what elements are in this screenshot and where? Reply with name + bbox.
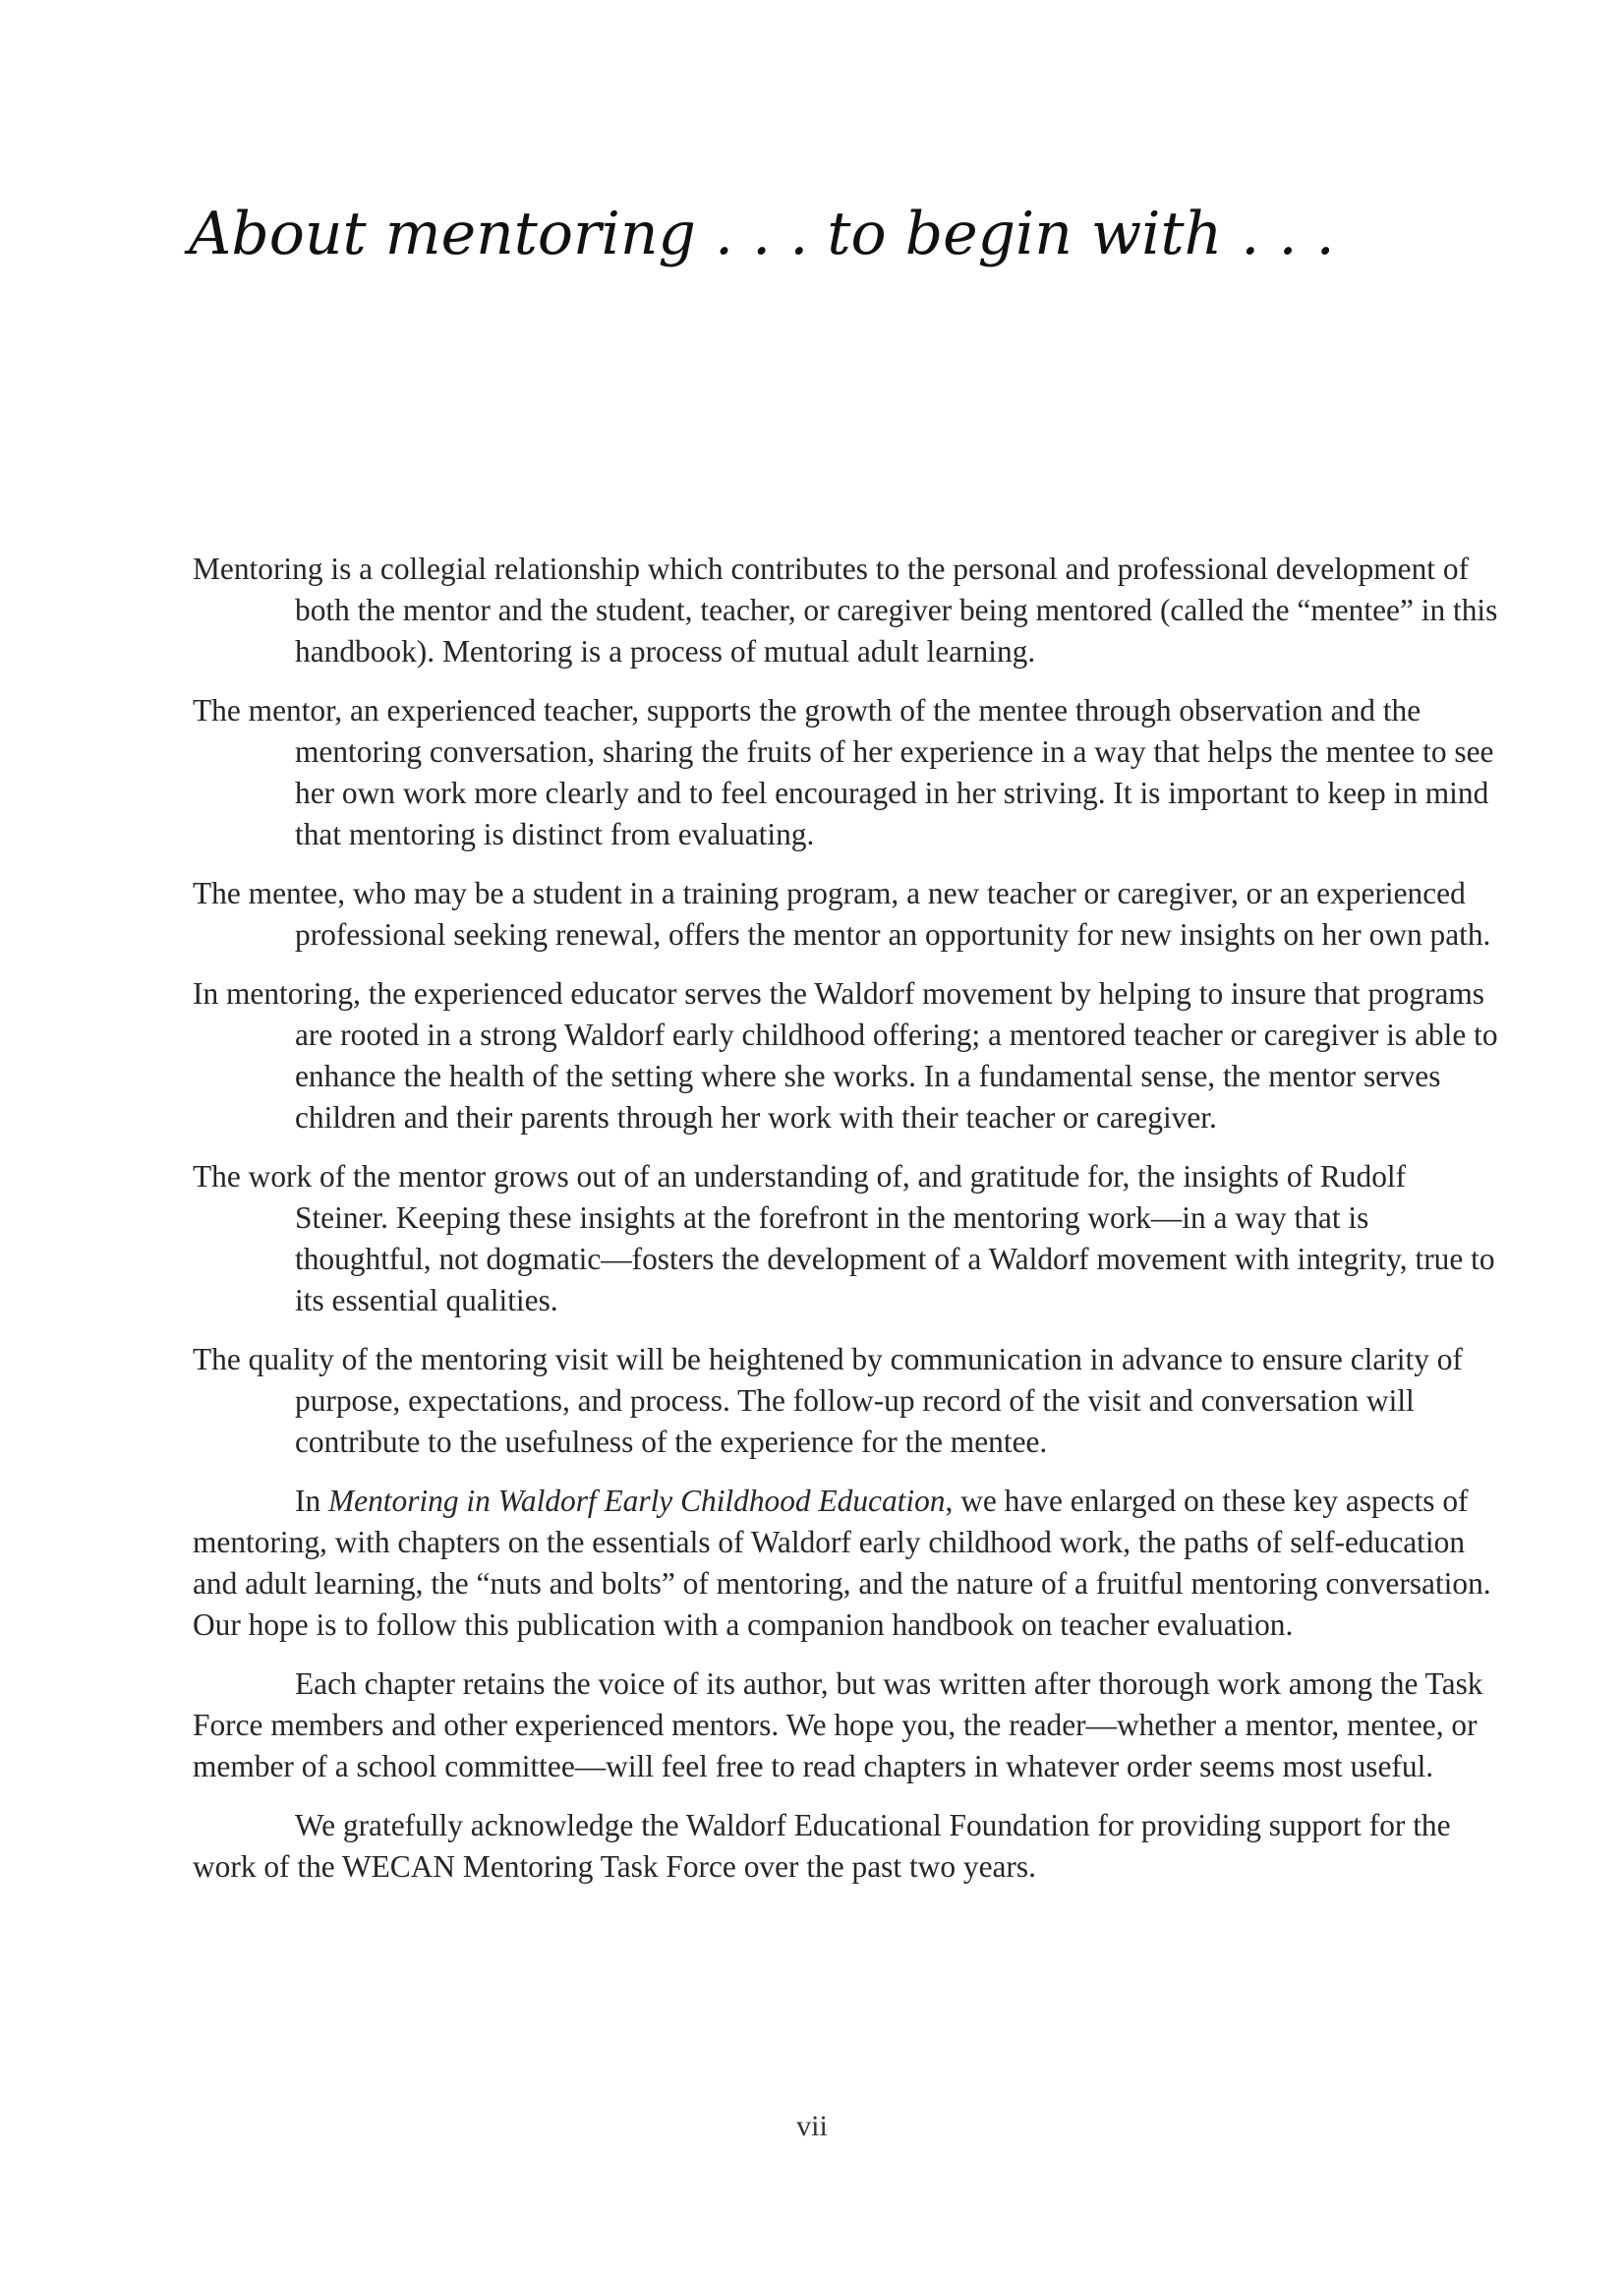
paragraph-visit: The quality of the mentoring visit will be heightened by communication in advance to ensure clarity of purpose, expectations, and process. The follow-up record of the visit and conversation will contribute to the usefulness of the experience for the mentee. [193, 1342, 1463, 1459]
paragraph-steiner: The work of the mentor grows out of an understanding of, and gratitude for, the insights of Rudolf Steiner. Keeping these insights at the forefront in the mentoring work—in a way that is thoughtful, not dogmatic—fosters the development of a Waldorf movement with integrity, true to its essential qualities. [193, 1159, 1495, 1317]
paragraph-mentee: The mentee, who may be a student in a training program, a new teacher or caregiver, or an experienced professional seeking renewal, offers the mentor an opportunity for new insights on her own path. [193, 876, 1491, 952]
page-title: About mentoring . . . to begin with . . . [189, 200, 1335, 268]
paragraph-chapters: Each chapter retains the voice of its author, but was written after thorough work among the Task Force members and other experienced mentors. We hope you, the reader—whether a mentor, mentee, or member of a school committee—will feel free to read chapters in whatever order seems most useful. [193, 1666, 1483, 1783]
intro-lead: In [295, 1484, 328, 1518]
paragraph-definition: Mentoring is a collegial relationship which contributes to the personal and professional development of both the mentor and the student, teacher, or caregiver being mentored (called the “mentee” in this handbook). Mentoring is a process of mutual adult learning. [193, 552, 1498, 669]
paragraph-acknowledgement: We gratefully acknowledge the Waldorf Educational Foundation for providing support for the work of the WECAN Mentoring Task Force over the past two years. [193, 1808, 1451, 1884]
paragraph-movement: In mentoring, the experienced educator serves the Waldorf movement by helping to insure that programs are rooted in a strong Waldorf early childhood offering; a mentored teacher or caregiver is able to enhance the health of the setting where she works. In a fundamental sense, the mentor serves children and their parents through her work with their teacher or caregiver. [193, 976, 1498, 1135]
book-title: Mentoring in Waldorf Early Childhood Education [328, 1484, 946, 1518]
intro-rest: , we have enlarged on these key aspects of mentoring, with chapters on the essentials of Waldorf early childhood work, the paths of self-education and adult learning, the “nuts and bolts” of mentoring, and the nature of a fruitful mentoring conversation. Our hope is to follow this publication with a companion handbook on teacher evaluation. [193, 1484, 1491, 1642]
paragraph-intro [193, 1481, 1498, 1646]
page-number: vii [796, 2110, 828, 2142]
paragraph-mentor: The mentor, an experienced teacher, supports the growth of the mentee through observation and the mentoring conversation, sharing the fruits of her experience in a way that helps the mentee to see her own work more clearly and to feel encouraged in her striving. It is important to keep in mind that mentoring is distinct from evaluating. [193, 693, 1494, 851]
body-text [193, 549, 1498, 1905]
